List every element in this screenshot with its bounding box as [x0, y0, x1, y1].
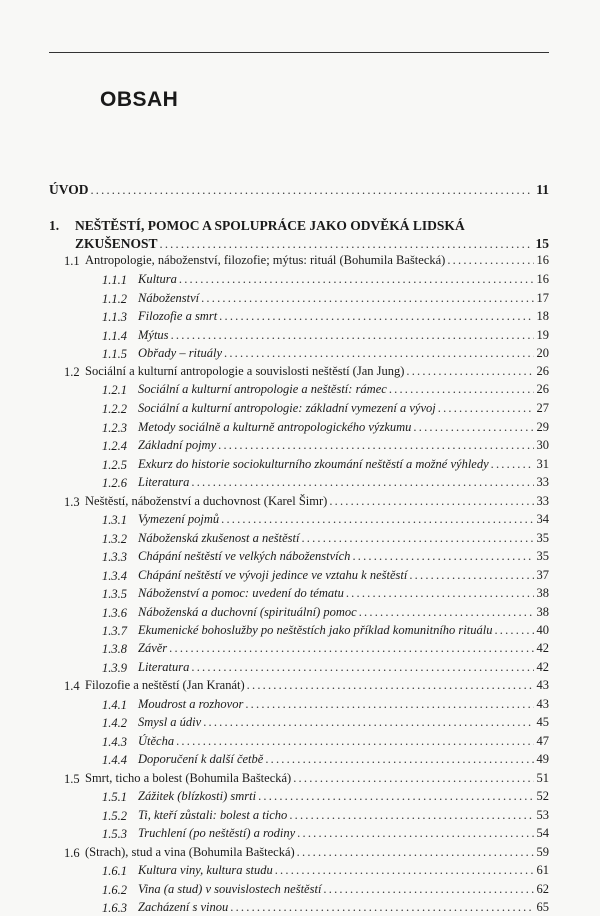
toc-page-number: 42 — [536, 660, 549, 674]
toc-entry — [138, 641, 549, 656]
toc-leader-dots — [221, 512, 533, 527]
toc-entry-number: 1.3.7 — [102, 624, 127, 638]
toc-leader-dots — [293, 771, 533, 786]
toc-entry — [138, 900, 549, 915]
toc-page-number: 20 — [536, 346, 549, 360]
toc-entry-title: Exkurz do historie sociokulturního zkoumání neštěstí a možné výhledy — [138, 457, 489, 471]
toc-entry — [138, 328, 549, 343]
toc-page-number: 11 — [536, 182, 549, 197]
toc-leader-dots — [247, 678, 534, 693]
toc-leader-dots — [230, 900, 533, 915]
toc-entry-title: Literatura — [138, 475, 190, 489]
toc-leader-dots — [265, 752, 533, 767]
toc-entry — [138, 346, 549, 361]
toc-entry-number: 1.1.1 — [102, 273, 127, 287]
toc-entry-title: Vymezení pojmů — [138, 512, 220, 526]
toc-entry — [138, 789, 549, 804]
toc-entry-number: 1.6 — [64, 846, 80, 860]
toc-entry — [138, 715, 549, 730]
toc-entry — [138, 272, 549, 287]
toc-page-number: 15 — [535, 236, 549, 251]
toc-leader-dots — [352, 549, 533, 564]
toc-leader-dots — [389, 382, 534, 397]
toc-entry — [138, 291, 549, 306]
toc-entry — [85, 494, 549, 509]
toc-page-number: 37 — [536, 568, 549, 582]
toc-entry-title: ÚVOD — [49, 182, 89, 197]
toc-entry-number: 1.5.2 — [102, 809, 127, 823]
toc-entry — [138, 808, 549, 823]
toc-entry — [138, 660, 549, 675]
toc-entry — [138, 512, 549, 527]
toc-entry-number: 1.3.8 — [102, 642, 127, 656]
toc-entry-number: 1.4 — [64, 679, 80, 693]
toc-leader-dots — [245, 697, 533, 712]
page-title: OBSAH — [100, 88, 179, 111]
toc-entry-title: Antropologie, náboženství, filozofie; mýtus: rituál (Bohumila Baštecká) — [85, 253, 446, 267]
toc-entry-number: 1.5.1 — [102, 790, 127, 804]
toc-entry-number: 1.3.1 — [102, 513, 127, 527]
toc-leader-dots — [258, 789, 533, 804]
toc-page-number: 52 — [536, 789, 549, 803]
toc-entry — [138, 549, 549, 564]
toc-page-number: 19 — [536, 328, 549, 342]
toc-entry-title: Mýtus — [138, 328, 169, 342]
toc-entry — [138, 697, 549, 712]
toc-entry-title: Zacházení s vinou — [138, 900, 229, 914]
toc-entry — [85, 845, 549, 860]
toc-entry-number: 1.3.5 — [102, 587, 127, 601]
toc-entry-title: Neštěstí, náboženství a duchovnost (Karel Šimr) — [85, 494, 328, 508]
toc-entry-title: Obřady – rituály — [138, 346, 223, 360]
toc-entry-number: 1.2.4 — [102, 439, 127, 453]
toc-entry — [138, 401, 549, 416]
toc-page-number: 43 — [536, 678, 549, 692]
toc-entry — [138, 531, 549, 546]
toc-entry-title: Náboženská a duchovní (spirituální) pomoc — [138, 605, 357, 619]
toc-page-number: 38 — [536, 605, 549, 619]
toc-entry-title: Sociální a kulturní antropologie a neštěstí: rámec — [138, 382, 387, 396]
toc-entry-number: 1.3.2 — [102, 532, 127, 546]
toc-entry-number: 1.2 — [64, 365, 80, 379]
toc-entry-number: 1.6.3 — [102, 901, 127, 915]
toc-entry-title: Sociální a kulturní antropologie: základní vymezení a vývoj — [138, 401, 436, 415]
toc-page-number: 26 — [536, 382, 549, 396]
toc-entry — [138, 475, 549, 490]
toc-entry-title: Truchlení (po neštěstí) a rodiny — [138, 826, 296, 840]
toc-leader-dots — [191, 475, 533, 490]
toc-entry-number: 1.6.1 — [102, 864, 127, 878]
toc-page-number: 17 — [536, 291, 549, 305]
toc-leader-dots — [289, 808, 533, 823]
toc-entry — [138, 605, 549, 620]
toc-entry-number: 1.2.5 — [102, 458, 127, 472]
toc-page-number: 43 — [536, 697, 549, 711]
toc-entry-number: 1. — [49, 218, 60, 233]
toc-page-number: 47 — [536, 734, 549, 748]
toc-entry — [138, 568, 549, 583]
toc-entry — [85, 678, 549, 693]
toc-entry-number: 1.1 — [64, 254, 80, 268]
toc-page-number: 34 — [536, 512, 549, 526]
toc-entry-number: 1.1.4 — [102, 329, 127, 343]
toc-entry-number: 1.1.2 — [102, 292, 127, 306]
toc-page-number: 30 — [536, 438, 549, 452]
toc-page-number: 42 — [536, 641, 549, 655]
toc-page-number: 51 — [536, 771, 549, 785]
toc-leader-dots — [491, 457, 534, 472]
toc-entry-number: 1.2.3 — [102, 421, 127, 435]
toc-entry-number: 1.5 — [64, 772, 80, 786]
toc-entry-number: 1.4.3 — [102, 735, 127, 749]
toc-leader-dots — [409, 568, 533, 583]
toc-entry-title: Smysl a údiv — [138, 715, 202, 729]
toc-leader-dots — [203, 715, 533, 730]
toc-page-number: 40 — [536, 623, 549, 637]
toc-leader-dots — [201, 291, 533, 306]
toc-leader-dots — [438, 401, 534, 416]
toc-entry-title: Doporučení k další četbě — [138, 752, 264, 766]
toc-leader-dots — [219, 309, 533, 324]
toc-entry — [138, 420, 549, 435]
toc-page-number: 26 — [536, 364, 549, 378]
toc-entry-title: Filozofie a smrt — [138, 309, 218, 323]
toc-leader-dots — [494, 623, 533, 638]
toc-entry-title-continued: ZKUŠENOST — [75, 236, 158, 251]
toc-entry-title: Náboženství — [138, 291, 200, 305]
top-rule — [49, 52, 549, 53]
toc-page-number: 54 — [536, 826, 549, 840]
toc-page-number: 38 — [536, 586, 549, 600]
toc-page-number: 18 — [536, 309, 549, 323]
toc-leader-dots — [323, 882, 533, 897]
toc-entry — [138, 882, 549, 897]
toc-entry-title: Zážitek (blízkosti) smrti — [138, 789, 257, 803]
toc-page-number: 31 — [536, 457, 549, 471]
toc-page-number: 53 — [536, 808, 549, 822]
toc-entry — [49, 182, 549, 198]
toc-page-number: 62 — [536, 882, 549, 896]
toc-entry — [138, 382, 549, 397]
toc-page-number: 45 — [536, 715, 549, 729]
toc-entry-number: 1.3.4 — [102, 569, 127, 583]
toc-entry-title: Ti, kteří zůstali: bolest a ticho — [138, 808, 288, 822]
toc-entry-number: 1.6.2 — [102, 883, 127, 897]
toc-leader-dots — [176, 734, 533, 749]
toc-entry-title: Útěcha — [138, 734, 175, 748]
toc-entry-number: 1.3.3 — [102, 550, 127, 564]
toc-page-number: 29 — [536, 420, 549, 434]
toc-page-number: 33 — [536, 475, 549, 489]
toc-entry-title: Ekumenické bohoslužby po neštěstích jako příklad komunitního rituálu — [138, 623, 493, 637]
toc-entry-number: 1.4.1 — [102, 698, 127, 712]
toc-entry-number: 1.4.2 — [102, 716, 127, 730]
toc-entry — [138, 863, 549, 878]
toc-leader-dots — [179, 272, 534, 287]
toc-page-number: 35 — [536, 549, 549, 563]
toc-entry — [138, 309, 549, 324]
toc-entry-number: 1.4.4 — [102, 753, 127, 767]
toc-entry-number: 1.1.5 — [102, 347, 127, 361]
toc-page-number: 59 — [536, 845, 549, 859]
toc-entry — [85, 253, 549, 268]
toc-leader-dots — [413, 420, 533, 435]
toc-entry — [138, 438, 549, 453]
toc-leader-dots — [447, 253, 533, 268]
toc-leader-dots — [406, 364, 533, 379]
toc-entry-title: Kultura — [138, 272, 177, 286]
toc-entry — [75, 236, 549, 252]
toc-page-number: 35 — [536, 531, 549, 545]
toc-entry — [138, 457, 549, 472]
toc-entry-number: 1.2.2 — [102, 402, 127, 416]
toc-leader-dots — [171, 328, 534, 343]
toc-entry-title: (Strach), stud a vina (Bohumila Baštecká) — [85, 845, 295, 859]
toc-leader-dots — [90, 183, 533, 198]
toc-entry-number: 1.3.6 — [102, 606, 127, 620]
toc-entry-title: Základní pojmy — [138, 438, 217, 452]
toc-leader-dots — [169, 641, 533, 656]
toc-entry — [85, 364, 549, 379]
toc-page-number: 65 — [536, 900, 549, 914]
toc-leader-dots — [346, 586, 534, 601]
toc-leader-dots — [218, 438, 533, 453]
toc-page-number: 61 — [536, 863, 549, 877]
toc-entry — [138, 826, 549, 841]
toc-entry-title: Metody sociálně a kulturně antropologického výzkumu — [138, 420, 412, 434]
toc-page-number: 16 — [536, 253, 549, 267]
toc-entry-title: Sociální a kulturní antropologie a souvislosti neštěstí (Jan Jung) — [85, 364, 405, 378]
toc-leader-dots — [297, 845, 534, 860]
toc-entry-title: Filozofie a neštěstí (Jan Kranát) — [85, 678, 245, 692]
toc-entry-title: Náboženství a pomoc: uvedení do tématu — [138, 586, 344, 600]
toc-entry-number: 1.5.3 — [102, 827, 127, 841]
toc-entry-title: Závěr — [138, 641, 168, 655]
toc-entry-title: NEŠTĚSTÍ, POMOC A SPOLUPRÁCE JAKO ODVĚKÁ LIDSKÁ — [75, 218, 465, 233]
toc-entry — [138, 623, 549, 638]
toc-entry — [138, 734, 549, 749]
toc-entry-number: 1.2.1 — [102, 383, 127, 397]
toc-leader-dots — [275, 863, 534, 878]
toc-entry-number: 1.2.6 — [102, 476, 127, 490]
toc-leader-dots — [160, 237, 533, 252]
toc-entry — [138, 586, 549, 601]
toc-entry-title: Vina (a stud) v souvislostech neštěstí — [138, 882, 322, 896]
toc-entry-title: Moudrost a rozhovor — [138, 697, 244, 711]
toc-page-number: 16 — [536, 272, 549, 286]
toc-leader-dots — [359, 605, 534, 620]
toc-entry-number: 1.3 — [64, 495, 80, 509]
toc-page-number: 49 — [536, 752, 549, 766]
toc-leader-dots — [301, 531, 533, 546]
toc-entry-title: Literatura — [138, 660, 190, 674]
toc-leader-dots — [297, 826, 533, 841]
toc-entry-title: Chápání neštěstí ve velkých náboženstvích — [138, 549, 351, 563]
toc-entry-title: Náboženská zkušenost a neštěstí — [138, 531, 300, 545]
toc-entry-number: 1.3.9 — [102, 661, 127, 675]
toc-entry-title: Smrt, ticho a bolest (Bohumila Baštecká) — [85, 771, 292, 785]
toc-page-number: 27 — [536, 401, 549, 415]
toc-entry — [85, 771, 549, 786]
toc-leader-dots — [329, 494, 533, 509]
toc-entry-title: Chápání neštěstí ve vývoji jedince ve vztahu k neštěstí — [138, 568, 408, 582]
toc-leader-dots — [224, 346, 533, 361]
toc-leader-dots — [191, 660, 533, 675]
toc-page-number: 33 — [536, 494, 549, 508]
toc-entry-title: Kultura viny, kultura studu — [138, 863, 273, 877]
toc-entry-number: 1.1.3 — [102, 310, 127, 324]
toc-entry — [138, 752, 549, 767]
